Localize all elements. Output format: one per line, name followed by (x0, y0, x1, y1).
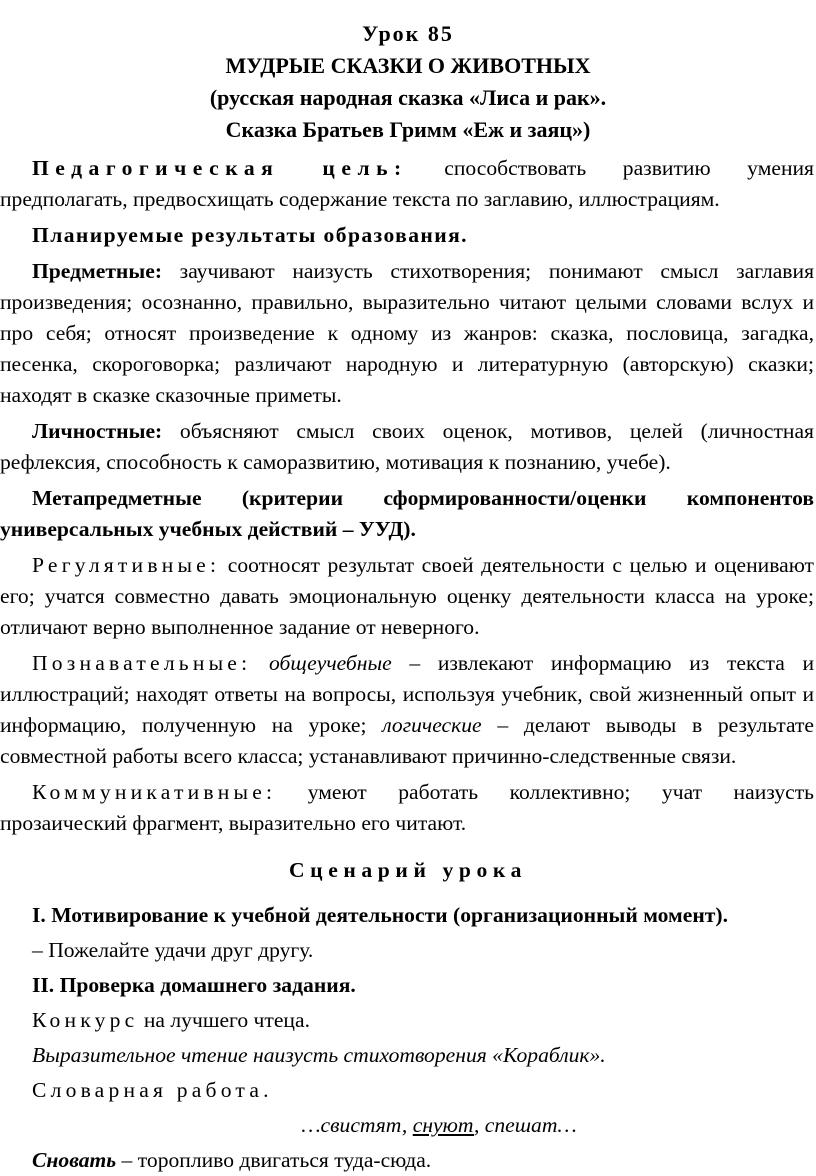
communicative-results (0, 777, 816, 839)
regulative-label: Регулятивные: (32, 553, 221, 577)
lesson-title-block (0, 18, 816, 146)
contest-text: на лучшего чтеца. (138, 1008, 310, 1032)
lesson-number: Урок 85 (362, 21, 454, 46)
communicative-text: умеют работать коллективно; учат наизусть прозаический фрагмент, выразительно его читают. (0, 780, 814, 835)
goal-text: способствовать развитию умения предполагать, предвосхищать содержание текста по заглавию, иллюстрациям. (0, 156, 814, 211)
stage-1-line: – Пожелайте удачи друг другу. (32, 938, 314, 962)
personal-results (0, 416, 816, 478)
planned-results-heading: Планируемые результаты образования. (32, 223, 468, 247)
lesson-subtitle-1: (русская народная сказка «Лиса и рак». (209, 85, 607, 110)
cognitive-general-label: общеучебные (268, 651, 392, 675)
regulative-text: соотносят результат своей деятельности с целью и оценивают его; учатся совместно давать эмоциональную оценку деятельности класса на уроке; отличают верно выполненное задание от неверного. (0, 553, 814, 639)
cognitive-logical-text: – делают выводы в результате совместной работы всего класса; устанавливают причинно-следственные связи. (0, 713, 814, 768)
meta-results-heading: Метапредметные (критерии сформированности/оценки компонентов универсальных учебных действий – УУД). (0, 486, 814, 541)
vocabulary-words (0, 1110, 816, 1141)
scenario-heading: Сценарий урока (288, 858, 528, 882)
subject-text: заучивают наизусть стихотворения; понимают смысл заглавия произведения; осознанно, правильно, выразительно читают целыми словами вслух и про себя; относят произведение к одному из жанров: сказка, пословица, загадка, песенка, скороговорка; различают народную и литературную (авторскую) сказки; находят в сказке сказочные приметы. (0, 259, 814, 407)
contest-line (0, 1005, 816, 1036)
cognitive-general-text: – извлекают информацию из текста и иллюстраций; находят ответы на вопросы, используя учебник, свой жизненный опыт и информацию, полученную на уроке; (0, 651, 814, 737)
cognitive-results (0, 648, 816, 772)
definition-text: – торопливо двигаться туда-сюда. (116, 1148, 432, 1172)
reading-line: Выразительное чтение наизусть стихотворения «Кораблик». (32, 1043, 606, 1067)
contest-label: Конкурс (32, 1008, 139, 1032)
definition-line (0, 1145, 816, 1176)
subject-results (0, 256, 816, 411)
vocabulary-heading: Словарная работа. (32, 1078, 273, 1102)
communicative-label: Коммуникативные: (32, 780, 277, 804)
lesson-subtitle-2: Сказка Братьев Гримм «Еж и заяц») (225, 117, 591, 142)
pedagogical-goal (0, 153, 816, 215)
cognitive-logical-label: логические (382, 713, 482, 737)
stage-2-heading: II. Проверка домашнего задания. (32, 973, 356, 997)
words-part-a: …свистят, (301, 1113, 413, 1137)
words-part-c: , спешат… (473, 1113, 577, 1137)
stage-1-heading: I. Мотивирование к учебной деятельности (организационный момент). (32, 903, 728, 927)
lesson-title: МУДРЫЕ СКАЗКИ О ЖИВОТНЫХ (225, 53, 591, 78)
regulative-results (0, 550, 816, 643)
cognitive-label: Познавательные: (32, 651, 252, 675)
subject-label: Предметные: (32, 259, 163, 283)
words-underlined: снуют (412, 1113, 474, 1137)
document-body (0, 153, 816, 1176)
definition-term: Сновать (32, 1148, 117, 1172)
personal-text: объясняют смысл своих оценок, мотивов, целей (личностная рефлексия, способность к саморазвитию, мотивация к познанию, учебе). (0, 419, 814, 474)
personal-label: Личностные: (32, 419, 163, 443)
goal-label: Педагогическая цель: (32, 156, 408, 180)
